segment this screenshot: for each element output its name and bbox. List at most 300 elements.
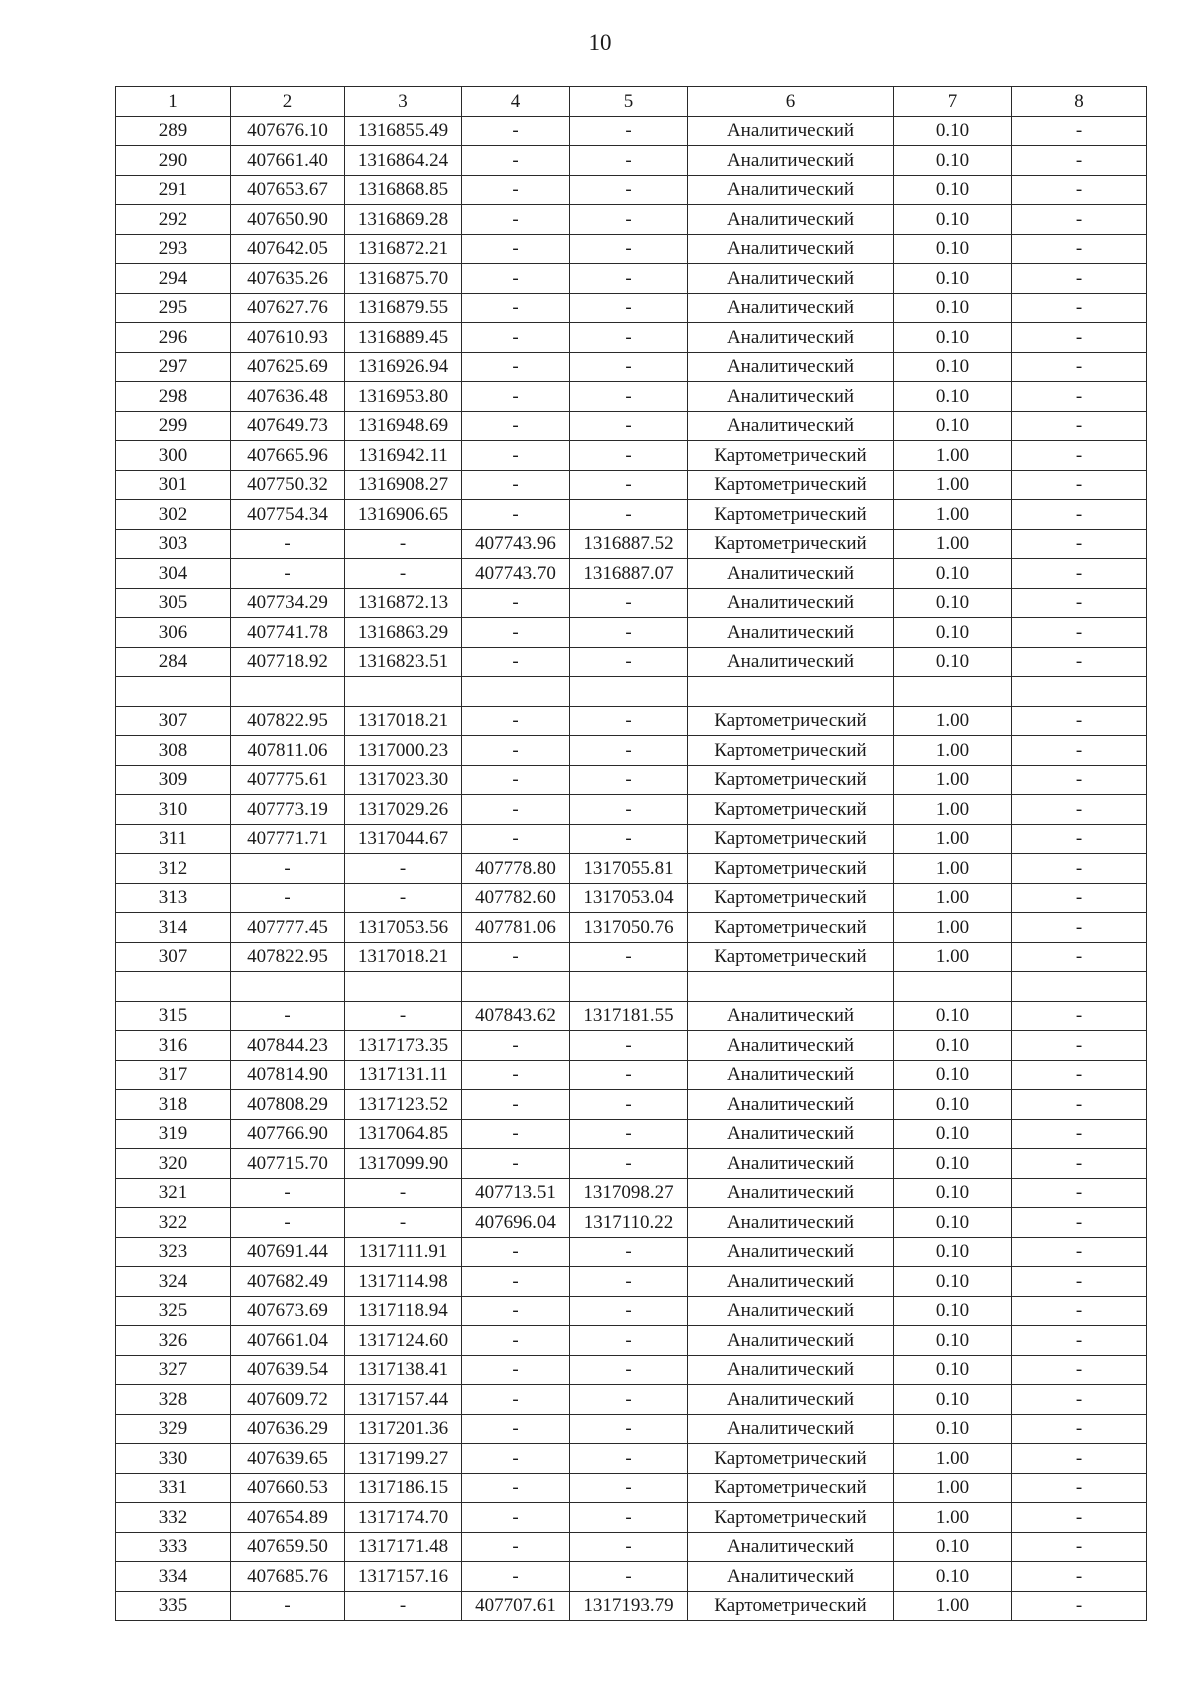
- note-cell: -: [1012, 1591, 1147, 1621]
- note-cell: -: [1012, 205, 1147, 235]
- note-cell: -: [1012, 1237, 1147, 1267]
- y-coordinate-alt-cell: -: [570, 1444, 688, 1474]
- y-coordinate-alt-cell: -: [570, 382, 688, 412]
- point-number-cell: 284: [116, 647, 231, 677]
- x-coordinate-alt-cell: 407707.61: [462, 1591, 570, 1621]
- x-coordinate-cell: 407639.54: [231, 1355, 345, 1385]
- note-cell: -: [1012, 1119, 1147, 1149]
- precision-cell: [894, 677, 1012, 707]
- x-coordinate-cell: 407808.29: [231, 1090, 345, 1120]
- y-coordinate-alt-cell: -: [570, 618, 688, 648]
- note-cell: -: [1012, 323, 1147, 353]
- y-coordinate-cell: 1316942.11: [345, 441, 462, 471]
- y-coordinate-alt-cell: -: [570, 1503, 688, 1533]
- y-coordinate-alt-cell: -: [570, 1414, 688, 1444]
- x-coordinate-cell: 407609.72: [231, 1385, 345, 1415]
- precision-cell: 1.00: [894, 1444, 1012, 1474]
- table-row: [116, 1355, 1147, 1385]
- point-number-cell: 308: [116, 736, 231, 766]
- method-cell: Картометрический: [688, 1591, 894, 1621]
- note-cell: -: [1012, 795, 1147, 825]
- y-coordinate-cell: 1317131.11: [345, 1060, 462, 1090]
- x-coordinate-alt-cell: 407743.70: [462, 559, 570, 589]
- x-coordinate-cell: -: [231, 529, 345, 559]
- method-cell: Картометрический: [688, 765, 894, 795]
- y-coordinate-alt-cell: 1317055.81: [570, 854, 688, 884]
- y-coordinate-alt-cell: -: [570, 1296, 688, 1326]
- y-coordinate-cell: 1317018.21: [345, 942, 462, 972]
- x-coordinate-alt-cell: -: [462, 116, 570, 146]
- precision-cell: 0.10: [894, 234, 1012, 264]
- precision-cell: 1.00: [894, 854, 1012, 884]
- table-row: [116, 146, 1147, 176]
- method-cell: Картометрический: [688, 942, 894, 972]
- y-coordinate-cell: -: [345, 1591, 462, 1621]
- method-cell: Аналитический: [688, 382, 894, 412]
- method-cell: Аналитический: [688, 1149, 894, 1179]
- method-cell: Аналитический: [688, 559, 894, 589]
- table-row: [116, 1119, 1147, 1149]
- y-coordinate-alt-cell: -: [570, 470, 688, 500]
- point-number-cell: 327: [116, 1355, 231, 1385]
- point-number-cell: 314: [116, 913, 231, 943]
- table-row: [116, 1414, 1147, 1444]
- table-row: [116, 116, 1147, 146]
- y-coordinate-alt-cell: -: [570, 411, 688, 441]
- point-number-cell: [116, 972, 231, 1002]
- precision-cell: 1.00: [894, 913, 1012, 943]
- note-cell: -: [1012, 559, 1147, 589]
- method-cell: Аналитический: [688, 264, 894, 294]
- y-coordinate-alt-cell: -: [570, 942, 688, 972]
- method-cell: Аналитический: [688, 1001, 894, 1031]
- x-coordinate-cell: 407636.29: [231, 1414, 345, 1444]
- x-coordinate-cell: 407661.40: [231, 146, 345, 176]
- x-coordinate-cell: 407649.73: [231, 411, 345, 441]
- point-number-cell: 305: [116, 588, 231, 618]
- x-coordinate-alt-cell: 407713.51: [462, 1178, 570, 1208]
- method-cell: Картометрический: [688, 913, 894, 943]
- table-row: [116, 1208, 1147, 1238]
- method-cell: Аналитический: [688, 116, 894, 146]
- method-cell: Аналитический: [688, 1296, 894, 1326]
- x-coordinate-alt-cell: -: [462, 1355, 570, 1385]
- y-coordinate-alt-cell: [570, 972, 688, 1002]
- note-cell: -: [1012, 146, 1147, 176]
- y-coordinate-alt-cell: -: [570, 264, 688, 294]
- note-cell: -: [1012, 588, 1147, 618]
- x-coordinate-alt-cell: -: [462, 1473, 570, 1503]
- y-coordinate-alt-cell: 1317181.55: [570, 1001, 688, 1031]
- x-coordinate-alt-cell: -: [462, 1149, 570, 1179]
- note-cell: -: [1012, 1296, 1147, 1326]
- precision-cell: 1.00: [894, 1503, 1012, 1533]
- point-number-cell: 323: [116, 1237, 231, 1267]
- point-number-cell: 289: [116, 116, 231, 146]
- point-number-cell: 334: [116, 1562, 231, 1592]
- precision-cell: 1.00: [894, 883, 1012, 913]
- x-coordinate-cell: 407771.71: [231, 824, 345, 854]
- x-coordinate-alt-cell: -: [462, 1532, 570, 1562]
- x-coordinate-alt-cell: -: [462, 323, 570, 353]
- note-cell: -: [1012, 175, 1147, 205]
- y-coordinate-alt-cell: 1317053.04: [570, 883, 688, 913]
- x-coordinate-alt-cell: -: [462, 765, 570, 795]
- method-cell: Аналитический: [688, 647, 894, 677]
- y-coordinate-cell: [345, 677, 462, 707]
- note-cell: -: [1012, 736, 1147, 766]
- y-coordinate-alt-cell: -: [570, 441, 688, 471]
- method-cell: Аналитический: [688, 205, 894, 235]
- x-coordinate-cell: 407777.45: [231, 913, 345, 943]
- method-cell: Аналитический: [688, 1119, 894, 1149]
- method-cell: Аналитический: [688, 1267, 894, 1297]
- y-coordinate-cell: 1317029.26: [345, 795, 462, 825]
- method-cell: [688, 677, 894, 707]
- y-coordinate-alt-cell: -: [570, 1031, 688, 1061]
- x-coordinate-alt-cell: -: [462, 1031, 570, 1061]
- x-coordinate-cell: [231, 677, 345, 707]
- table-row: [116, 1060, 1147, 1090]
- x-coordinate-alt-cell: -: [462, 175, 570, 205]
- note-cell: -: [1012, 470, 1147, 500]
- y-coordinate-alt-cell: 1316887.52: [570, 529, 688, 559]
- method-cell: Аналитический: [688, 1532, 894, 1562]
- y-coordinate-cell: 1317157.16: [345, 1562, 462, 1592]
- y-coordinate-cell: 1317171.48: [345, 1532, 462, 1562]
- point-number-cell: 304: [116, 559, 231, 589]
- note-cell: [1012, 677, 1147, 707]
- x-coordinate-alt-cell: -: [462, 411, 570, 441]
- method-cell: Аналитический: [688, 1326, 894, 1356]
- y-coordinate-cell: 1317111.91: [345, 1237, 462, 1267]
- method-cell: Картометрический: [688, 500, 894, 530]
- method-cell: Аналитический: [688, 1237, 894, 1267]
- note-cell: -: [1012, 382, 1147, 412]
- precision-cell: 1.00: [894, 706, 1012, 736]
- method-cell: Аналитический: [688, 1414, 894, 1444]
- x-coordinate-alt-cell: -: [462, 1385, 570, 1415]
- y-coordinate-cell: -: [345, 559, 462, 589]
- y-coordinate-alt-cell: -: [570, 1532, 688, 1562]
- table-row: [116, 175, 1147, 205]
- table-row: [116, 352, 1147, 382]
- x-coordinate-cell: -: [231, 1001, 345, 1031]
- x-coordinate-cell: 407766.90: [231, 1119, 345, 1149]
- note-cell: -: [1012, 1532, 1147, 1562]
- x-coordinate-cell: 407650.90: [231, 205, 345, 235]
- precision-cell: 0.10: [894, 1031, 1012, 1061]
- point-number-cell: 333: [116, 1532, 231, 1562]
- x-coordinate-cell: 407822.95: [231, 942, 345, 972]
- y-coordinate-cell: 1316948.69: [345, 411, 462, 441]
- precision-cell: 0.10: [894, 1414, 1012, 1444]
- table-row: [116, 795, 1147, 825]
- y-coordinate-cell: -: [345, 529, 462, 559]
- x-coordinate-cell: 407682.49: [231, 1267, 345, 1297]
- point-number-cell: 329: [116, 1414, 231, 1444]
- note-cell: -: [1012, 1414, 1147, 1444]
- note-cell: -: [1012, 765, 1147, 795]
- note-cell: -: [1012, 1473, 1147, 1503]
- point-number-cell: 326: [116, 1326, 231, 1356]
- table-row: [116, 529, 1147, 559]
- y-coordinate-cell: -: [345, 1001, 462, 1031]
- x-coordinate-cell: -: [231, 1178, 345, 1208]
- note-cell: -: [1012, 1326, 1147, 1356]
- x-coordinate-alt-cell: -: [462, 1090, 570, 1120]
- x-coordinate-alt-cell: -: [462, 264, 570, 294]
- table-row: [116, 1385, 1147, 1415]
- y-coordinate-cell: 1317114.98: [345, 1267, 462, 1297]
- table-row: [116, 736, 1147, 766]
- note-cell: -: [1012, 913, 1147, 943]
- method-cell: Картометрический: [688, 441, 894, 471]
- point-number-cell: 309: [116, 765, 231, 795]
- method-cell: Картометрический: [688, 529, 894, 559]
- x-coordinate-alt-cell: [462, 972, 570, 1002]
- precision-cell: 0.10: [894, 647, 1012, 677]
- x-coordinate-alt-cell: 407778.80: [462, 854, 570, 884]
- y-coordinate-cell: 1316855.49: [345, 116, 462, 146]
- x-coordinate-cell: 407718.92: [231, 647, 345, 677]
- precision-cell: 0.10: [894, 323, 1012, 353]
- y-coordinate-cell: 1317201.36: [345, 1414, 462, 1444]
- x-coordinate-cell: 407665.96: [231, 441, 345, 471]
- precision-cell: 0.10: [894, 116, 1012, 146]
- x-coordinate-cell: 407691.44: [231, 1237, 345, 1267]
- x-coordinate-alt-cell: [462, 677, 570, 707]
- y-coordinate-cell: 1317173.35: [345, 1031, 462, 1061]
- table-row: [116, 441, 1147, 471]
- point-number-cell: 307: [116, 706, 231, 736]
- x-coordinate-alt-cell: -: [462, 1060, 570, 1090]
- y-coordinate-alt-cell: -: [570, 323, 688, 353]
- precision-cell: 1.00: [894, 824, 1012, 854]
- precision-cell: 0.10: [894, 175, 1012, 205]
- method-cell: Картометрический: [688, 1473, 894, 1503]
- note-cell: -: [1012, 618, 1147, 648]
- x-coordinate-cell: 407625.69: [231, 352, 345, 382]
- note-cell: -: [1012, 1031, 1147, 1061]
- x-coordinate-cell: -: [231, 559, 345, 589]
- column-header: 3: [345, 87, 462, 117]
- x-coordinate-alt-cell: -: [462, 293, 570, 323]
- note-cell: -: [1012, 1178, 1147, 1208]
- point-number-cell: 325: [116, 1296, 231, 1326]
- method-cell: Аналитический: [688, 323, 894, 353]
- y-coordinate-alt-cell: -: [570, 1060, 688, 1090]
- precision-cell: 0.10: [894, 1267, 1012, 1297]
- x-coordinate-cell: 407659.50: [231, 1532, 345, 1562]
- x-coordinate-alt-cell: 407843.62: [462, 1001, 570, 1031]
- y-coordinate-alt-cell: -: [570, 1562, 688, 1592]
- point-number-cell: 290: [116, 146, 231, 176]
- y-coordinate-alt-cell: -: [570, 352, 688, 382]
- table-row: [116, 264, 1147, 294]
- method-cell: Картометрический: [688, 706, 894, 736]
- x-coordinate-cell: [231, 972, 345, 1002]
- point-number-cell: 316: [116, 1031, 231, 1061]
- precision-cell: 0.10: [894, 411, 1012, 441]
- table-row: [116, 323, 1147, 353]
- x-coordinate-alt-cell: -: [462, 1119, 570, 1149]
- table-row: [116, 205, 1147, 235]
- point-number-cell: 301: [116, 470, 231, 500]
- point-number-cell: 315: [116, 1001, 231, 1031]
- note-cell: -: [1012, 529, 1147, 559]
- point-number-cell: 330: [116, 1444, 231, 1474]
- table-row: [116, 234, 1147, 264]
- point-number-cell: 303: [116, 529, 231, 559]
- precision-cell: 0.10: [894, 264, 1012, 294]
- precision-cell: 1.00: [894, 470, 1012, 500]
- point-number-cell: 328: [116, 1385, 231, 1415]
- precision-cell: 0.10: [894, 618, 1012, 648]
- point-number-cell: [116, 677, 231, 707]
- method-cell: Картометрический: [688, 883, 894, 913]
- method-cell: Аналитический: [688, 146, 894, 176]
- table-row: [116, 1237, 1147, 1267]
- y-coordinate-cell: 1317118.94: [345, 1296, 462, 1326]
- note-cell: -: [1012, 1562, 1147, 1592]
- x-coordinate-cell: 407653.67: [231, 175, 345, 205]
- point-number-cell: 295: [116, 293, 231, 323]
- point-number-cell: 335: [116, 1591, 231, 1621]
- precision-cell: 0.10: [894, 1060, 1012, 1090]
- table-row: [116, 1178, 1147, 1208]
- y-coordinate-cell: 1317157.44: [345, 1385, 462, 1415]
- column-header: 1: [116, 87, 231, 117]
- y-coordinate-alt-cell: 1316887.07: [570, 559, 688, 589]
- y-coordinate-cell: 1316872.21: [345, 234, 462, 264]
- table-row-separator: [116, 677, 1147, 707]
- table-row: [116, 1444, 1147, 1474]
- table-row: [116, 1326, 1147, 1356]
- table-row: [116, 1149, 1147, 1179]
- x-coordinate-cell: 407661.04: [231, 1326, 345, 1356]
- x-coordinate-alt-cell: -: [462, 441, 570, 471]
- table-row: [116, 854, 1147, 884]
- x-coordinate-cell: 407627.76: [231, 293, 345, 323]
- precision-cell: 0.10: [894, 352, 1012, 382]
- precision-cell: 0.10: [894, 1090, 1012, 1120]
- note-cell: -: [1012, 942, 1147, 972]
- y-coordinate-cell: 1316879.55: [345, 293, 462, 323]
- table-row: [116, 1296, 1147, 1326]
- precision-cell: 0.10: [894, 1001, 1012, 1031]
- y-coordinate-cell: 1316864.24: [345, 146, 462, 176]
- precision-cell: 0.10: [894, 1119, 1012, 1149]
- x-coordinate-alt-cell: -: [462, 500, 570, 530]
- y-coordinate-cell: 1316823.51: [345, 647, 462, 677]
- y-coordinate-alt-cell: -: [570, 706, 688, 736]
- y-coordinate-cell: -: [345, 883, 462, 913]
- x-coordinate-cell: 407775.61: [231, 765, 345, 795]
- x-coordinate-alt-cell: -: [462, 795, 570, 825]
- y-coordinate-cell: 1316863.29: [345, 618, 462, 648]
- table-row: [116, 706, 1147, 736]
- y-coordinate-alt-cell: -: [570, 175, 688, 205]
- method-cell: Аналитический: [688, 293, 894, 323]
- y-coordinate-cell: -: [345, 1178, 462, 1208]
- precision-cell: 0.10: [894, 1326, 1012, 1356]
- table-row: [116, 942, 1147, 972]
- x-coordinate-alt-cell: 407696.04: [462, 1208, 570, 1238]
- note-cell: -: [1012, 1090, 1147, 1120]
- note-cell: -: [1012, 264, 1147, 294]
- method-cell: Аналитический: [688, 1562, 894, 1592]
- column-header: 4: [462, 87, 570, 117]
- point-number-cell: 300: [116, 441, 231, 471]
- note-cell: -: [1012, 854, 1147, 884]
- precision-cell: 1.00: [894, 1473, 1012, 1503]
- precision-cell: 0.10: [894, 1208, 1012, 1238]
- column-header: 5: [570, 87, 688, 117]
- y-coordinate-alt-cell: -: [570, 293, 688, 323]
- x-coordinate-alt-cell: -: [462, 382, 570, 412]
- method-cell: Аналитический: [688, 1355, 894, 1385]
- x-coordinate-cell: 407754.34: [231, 500, 345, 530]
- point-number-cell: 306: [116, 618, 231, 648]
- y-coordinate-cell: 1317174.70: [345, 1503, 462, 1533]
- x-coordinate-alt-cell: -: [462, 146, 570, 176]
- y-coordinate-cell: 1316868.85: [345, 175, 462, 205]
- x-coordinate-alt-cell: -: [462, 706, 570, 736]
- y-coordinate-cell: 1316926.94: [345, 352, 462, 382]
- point-number-cell: 320: [116, 1149, 231, 1179]
- point-number-cell: 298: [116, 382, 231, 412]
- precision-cell: 1.00: [894, 1591, 1012, 1621]
- x-coordinate-alt-cell: -: [462, 1414, 570, 1444]
- x-coordinate-alt-cell: -: [462, 942, 570, 972]
- y-coordinate-cell: 1317023.30: [345, 765, 462, 795]
- y-coordinate-alt-cell: -: [570, 1385, 688, 1415]
- method-cell: Аналитический: [688, 588, 894, 618]
- x-coordinate-cell: 407773.19: [231, 795, 345, 825]
- precision-cell: 1.00: [894, 529, 1012, 559]
- y-coordinate-cell: 1316875.70: [345, 264, 462, 294]
- x-coordinate-cell: 407685.76: [231, 1562, 345, 1592]
- note-cell: -: [1012, 706, 1147, 736]
- point-number-cell: 293: [116, 234, 231, 264]
- precision-cell: 0.10: [894, 1296, 1012, 1326]
- precision-cell: 0.10: [894, 1562, 1012, 1592]
- y-coordinate-cell: [345, 972, 462, 1002]
- x-coordinate-cell: 407610.93: [231, 323, 345, 353]
- note-cell: -: [1012, 647, 1147, 677]
- note-cell: -: [1012, 1503, 1147, 1533]
- point-number-cell: 332: [116, 1503, 231, 1533]
- y-coordinate-alt-cell: -: [570, 500, 688, 530]
- x-coordinate-alt-cell: -: [462, 1562, 570, 1592]
- precision-cell: 1.00: [894, 441, 1012, 471]
- table-row: [116, 1267, 1147, 1297]
- y-coordinate-cell: 1317186.15: [345, 1473, 462, 1503]
- note-cell: -: [1012, 1208, 1147, 1238]
- point-number-cell: 291: [116, 175, 231, 205]
- x-coordinate-alt-cell: -: [462, 470, 570, 500]
- point-number-cell: 324: [116, 1267, 231, 1297]
- point-number-cell: 331: [116, 1473, 231, 1503]
- note-cell: -: [1012, 1355, 1147, 1385]
- point-number-cell: 313: [116, 883, 231, 913]
- y-coordinate-alt-cell: -: [570, 1326, 688, 1356]
- y-coordinate-cell: 1317018.21: [345, 706, 462, 736]
- table-row: [116, 765, 1147, 795]
- y-coordinate-alt-cell: -: [570, 1237, 688, 1267]
- note-cell: -: [1012, 1444, 1147, 1474]
